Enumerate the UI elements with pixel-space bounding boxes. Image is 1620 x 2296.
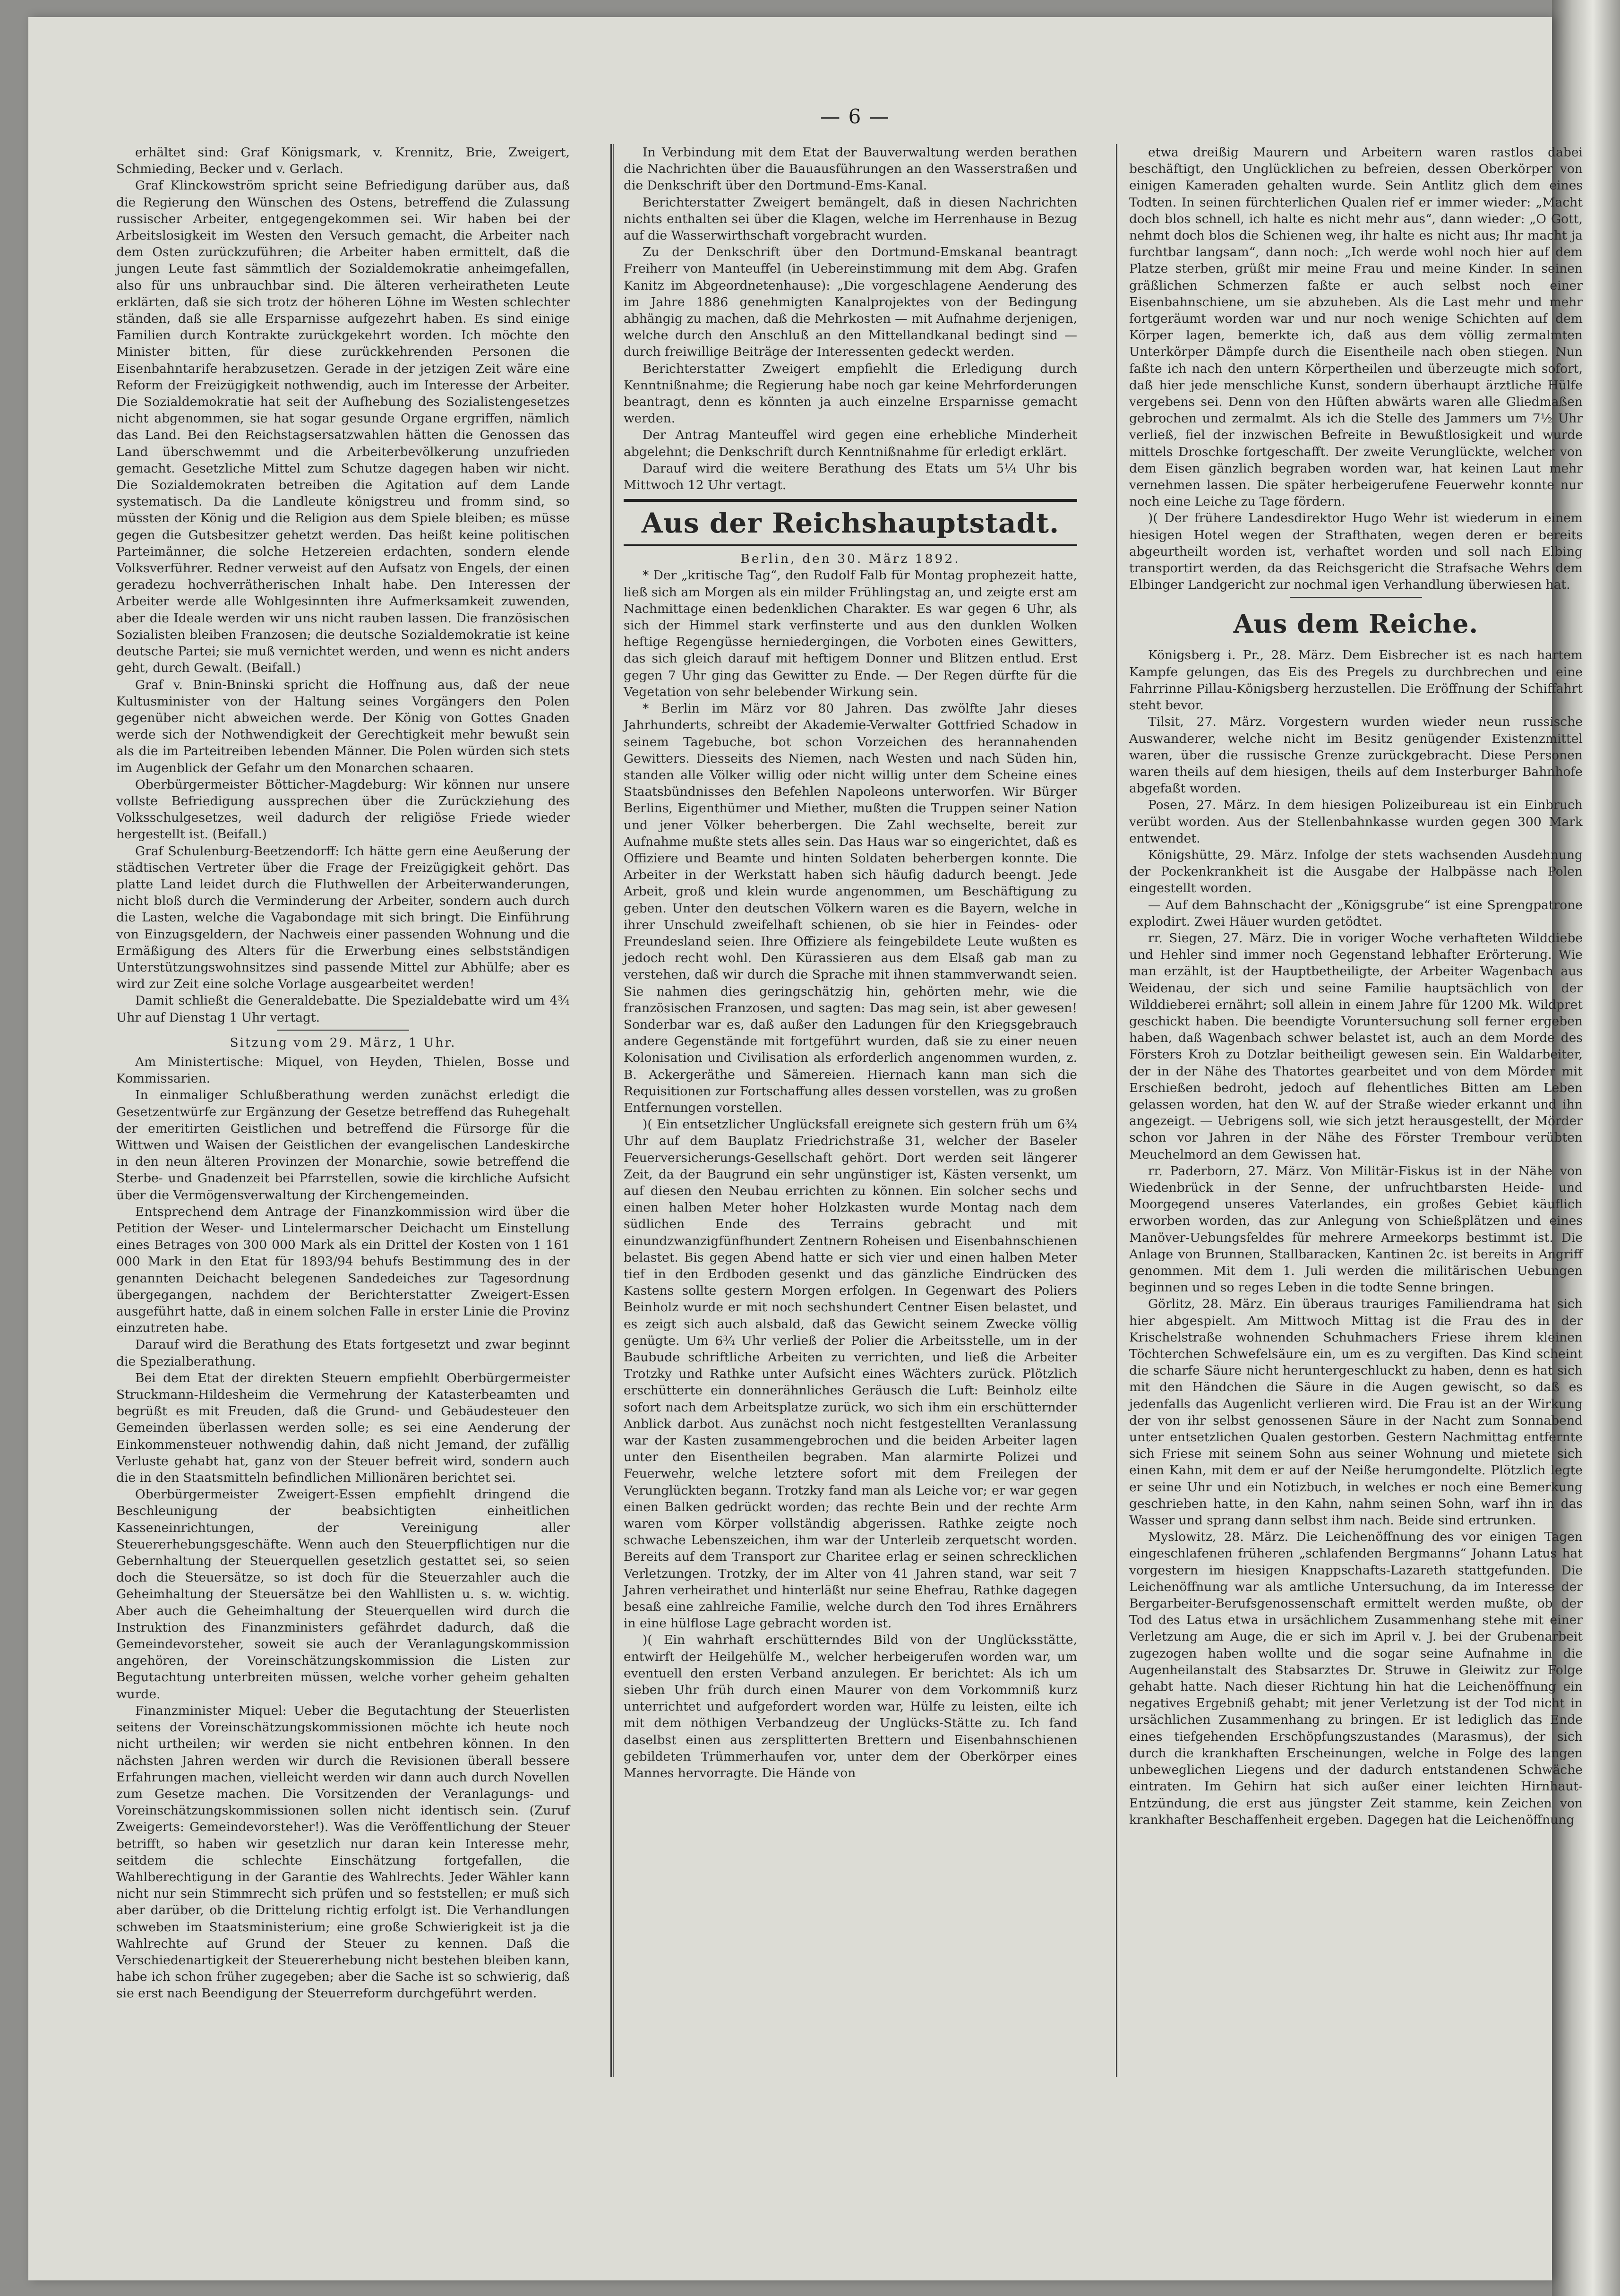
section-title-reiche: Aus dem Reiche. [1233, 609, 1479, 639]
paragraph: In Verbindung mit dem Etat der Bauverwaltung werden berathen die Nachrichten über die Bauausführungen an den Wasserstraßen und die Denkschrift über den Dortmund-Ems-Kanal. [624, 145, 1077, 193]
column-1 [116, 144, 570, 2002]
session-heading: Sitzung vom 29. März, 1 Uhr. [230, 1035, 456, 1050]
column-rule [610, 144, 612, 2077]
paragraph: Damit schließt die Generaldebatte. Die Spezialdebatte wird um 4¾ Uhr auf Dienstag 1 Uhr vertagt. [116, 993, 570, 1025]
paragraph: — Auf dem Bahnschacht der „Königsgrube“ ist eine Sprengpatrone explodirt. Zwei Häuer wurden getödtet. [1129, 897, 1583, 929]
paragraph: * Der „kritische Tag“, den Rudolf Falb für Montag prophezeit hatte, ließ sich am Morgen als ein milder Frühlingstag an, und zeigte erst am Nachmittage einen bedenklichen Charakter. Es war gegen 6 Uhr, als sich der Himmel stark verfinsterte und aus den dunklen Wolken heftige Regengüsse herniedergingen, die Vorboten eines Gewitters, das sich gleich darauf mit heftigem Donner und Blitzen entlud. Erst gegen 7 Uhr ging das Gewitter zu Ende. — Der Regen dürfte für die Vegetation von sehr belebender Wirkung sein. [624, 568, 1077, 699]
paragraph: Graf v. Bnin-Bninski spricht die Hoffnung aus, daß der neue Kultusminister von der Haltung seines Vorgängers den Polen gegenüber nicht abweichen werde. Der König von Gottes Gnaden werde sich der Nothwendigkeit der Gerechtigkeit mehr bewußt sein als die im Parteitreiben lebenden Männer. Die Polen würden sich stets im Augenblick der Gefahr um den Monarchen schaaren. [116, 677, 570, 775]
separator [277, 1030, 409, 1031]
separator [1290, 597, 1422, 598]
paragraph: Tilsit, 27. März. Vorgestern wurden wieder neun russische Auswanderer, welche nicht im Besitz genügender Existenzmittel waren, über die russische Grenze zurückgebracht. Diese Personen waren theils auf dem hiesigen, theils auf dem Insterburger Bahnhofe abgefaßt worden. [1129, 714, 1583, 796]
paragraph: Zu der Denkschrift über den Dortmund-Emskanal beantragt Freiherr von Manteuffel (in Uebereinstimmung mit dem Abg. Grafen Kanitz im Abgeordnetenhause): „Die vorgeschlagene Aenderung des im Jahre 1886 genehmigten Kanalprojektes von der Bedingung abhängig zu machen, daß die Mehrkosten — mit Aufnahme derjenigen, welche durch den Anschluß an den Mittellandkanal bedingt sind — durch freiwillige Beiträge der Interessenten gedeckt werden. [624, 245, 1077, 360]
dateline: Berlin, den 30. März 1892. [740, 551, 960, 567]
paragraph: Berichterstatter Zweigert bemängelt, daß in diesen Nachrichten nichts enthalten sei über die Klagen, welche im Herrenhause in Bezug auf die Wasserwirthschaft vorgebracht wurden. [624, 195, 1077, 243]
paragraph: rr. Siegen, 27. März. Die in voriger Woche verhafteten Wilddiebe und Hehler sind immer noch Gegenstand lebhafter Erörterung. Wie man erzählt, ist der Hauptbetheiligte, der Arbeiter Wagenbach aus Weidenau, der sich und seine Familie hauptsächlich von der Wilddieberei ernährt; soll allein in einem Jahre für 1200 Mk. Wildpret geschickt haben. Die beendigte Voruntersuchung soll ferner ergeben haben, daß Wagenbach schwer belastet ist, auch an dem Morde des Försters Kroh zu Dotzlar beitheiligt gewesen sein. Ein Waldarbeiter, der in der Nähe des Thatortes gearbeitet und von dem Mörder mit Erschießen bedroht, jedoch auf flehentliches Bitten am Leben gelassen worden, hat den W. auf der Straße wieder erkannt und ihn angezeigt. — Uebrigens soll, wie sich jetzt herausgestellt, der Mörder schon vor Jahren in der Nähe des Förster Trembour verübten Meuchelmord an dem Gewissen hat. [1129, 930, 1583, 1162]
paragraph: Finanzminister Miquel: Ueber die Begutachtung der Steuerlisten seitens der Voreinschätzungskommissionen möchte ich heute noch nicht urtheilen; wir werden sie nicht entbehren können. In den nächsten Jahren werden wir durch die Revisionen überall bessere Erfahrungen machen, vielleicht werden wir dann auch durch Novellen zum Gesetze machen. Die Vorsitzenden der Veranlagungs- und Voreinschätzungskommissionen sollen nicht identisch sein. (Zuruf Zweigerts: Gemeindevorsteher!). Was die Veröffentlichung der Steuer betrifft, so haben wir gesetzlich nur daran kein Interesse mehr, seitdem die schlechte Einschätzung fortgefallen, die Wahlberechtigung in der Garantie des Wahlrechts. Jeder Wähler kann nicht nur sein Stimmrecht sich prüfen und so feststellen; er muß sich aber darüber, ob die Drittelung richtig erfolgt ist. Die Verhandlungen schweben im Staatsministerium; eine große Schwierigkeit ist ja die Wahlrechte auf Grund der Steuer zu kennen. Daß die Verschiedenartigkeit der Steuererhebung nicht bestehen bleiben kann, habe ich schon früher zugegeben; aber die Sache ist so schwierig, daß sie erst nach Beendigung der Steuerreform durchgeführt werden. [116, 1703, 570, 2001]
paragraph: Graf Klinckowström spricht seine Befriedigung darüber aus, daß die Regierung den Wünschen des Ostens, betreffend die Zulassung russischer Arbeiter, entgegengekommen sei. Wir haben bei der Arbeitslosigkeit im Westen den Versuch gemacht, die Arbeiter nach dem Osten zurückzuführen; die Arbeiter haben ermittelt, daß die jungen Leute fast sämmtlich der Sozialdemokratie anheimgefallen, also für uns unbrauchbar sind. Die älteren verheiratheten Leute erklärten, daß sie sich trotz der höheren Löhne im Westen schlechter ständen, daß sie alle Ersparnisse aufgezehrt haben. Es sind einige Familien durch Kontrakte zurückgekehrt worden. Ich möchte den Minister bitten, für diese zurückkehrenden Personen die Eisenbahntarife herabzusetzen. Gerade in der jetzigen Zeit wäre eine Reform der Freizügigkeit nothwendig, auch im Interesse der Arbeiter. Die Sozialdemokratie hat seit der Aufhebung des Sozialistengesetzes nicht abgenommen, sie hat sogar gesunde Organe ergriffen, nämlich das Land. Bei den Reichstagsersatzwahlen hätten die Genossen das Land überschwemmt und die Arbeiterbevölkerung unzufrieden gemacht. Gesetzliche Mittel zum Schutze dagegen haben wir nicht. Die Sozialdemokraten betreiben die Agitation auf dem Lande systematisch. Da die Landleute königstreu und fromm sind, so müssten der König und die Religion aus dem Spiele bleiben; es müsse gegen die Gutsbesitzer gehetzt werden. Das heißt keine politischen Parteimänner, die solche Hetzereien erdachten, sondern elende Volksverführer. Redner verweist auf den Aufsatz von Engels, der einen geradezu hochverrätherischen Inhalt habe. Den Interessen der Arbeiter werde alle Wohlgesinnten ihre Aufmerksamkeit zuwenden, aber die Ideale werden wir uns nicht rauben lassen. Die französischen Sozialisten bleiben Franzosen; die deutsche Sozialdemokratie ist keine deutsche Partei; sie muß vernichtet werden, und wenn es nicht anders geht, durch Gewalt. (Beifall.) [116, 178, 570, 676]
paragraph: In einmaliger Schlußberathung werden zunächst erledigt die Gesetzentwürfe zur Ergänzung der Gesetze betreffend das Ruhegehalt der emeritirten Geistlichen und betreffend die Fürsorge für die Wittwen und Waisen der Geistlichen der evangelischen Landeskirche in den neun älteren Provinzen der Monarchie, sowie betreffend die Sterbe- und Gnadenzeit bei Pfarrstellen, sowie die kirchliche Aufsicht über die Vermögensverwaltung der Kirchengemeinden. [116, 1088, 570, 1203]
paragraph: Posen, 27. März. In dem hiesigen Polizeibureau ist ein Einbruch verübt worden. Aus der Stellenbahnkasse wurden gegen 300 Mark entwendet. [1129, 798, 1583, 846]
column-3 [1129, 144, 1583, 1828]
paragraph: Der Antrag Manteuffel wird gegen eine erhebliche Minderheit abgelehnt; die Denkschrift durch Kenntnißnahme für erledigt erklärt. [624, 428, 1077, 459]
paragraph: Myslowitz, 28. März. Die Leichenöffnung des vor einigen Tagen eingeschlafenen früheren „schlafenden Bergmanns“ Johann Latus hat vorgestern im hiesigen Knappschafts-Lazareth stattgefunden. Die Leichenöffnung war als amtliche Untersuchung, da im Interesse der Bergarbeiter-Berufsgenossenschaft ermittelt werden mußte, ob der Tod des Latus etwa in ursächlichem Zusammenhang stehe mit einer Verletzung am Auge, die er sich im April v. J. bei der Grubenarbeit zugezogen haben wollte und die sogar seine Aufnahme in die Augenheilanstalt des Stabsarztes Dr. Struwe in Gleiwitz zur Folge gehabt hatte. Nach dieser Richtung hin hat die Leichenöffnung ein negatives Ergebniß gehabt; mit jener Verletzung ist der Tod nicht in ursächlichen Zusammenhang zu bringen. Er ist lediglich das Ende eines tiefgehenden Erschöpfungszustandes (Marasmus), der sich durch die krankhaften Erscheinungen, welche in Folge des langen unbeweglichen Liegens und der dadurch entstandenen Schwäche eintraten. Im Gehirn hat sich außer einer leichten Hirnhaut-Entzündung, die erst aus jüngster Zeit stamme, kein Zeichen von krankhafter Beschaffenheit ergeben. Dagegen hat die Leichenöffnung [1129, 1530, 1583, 1827]
paragraph: Bei dem Etat der direkten Steuern empfiehlt Oberbürgermeister Struckmann-Hildesheim die Vermehrung der Katasterbeamten und begrüßt es mit Freuden, daß die Grund- und Gebäudesteuer den Gemeinden überlassen werden solle; es sei eine Aenderung der Einkommensteuer nothwendig dahin, daß nicht Jemand, der zufällig Verluste gehabt hat, ganz von der Steuer befreit wird, sondern auch die in den Staatsmitteln befindlichen Millionären berichtet sei. [116, 1370, 570, 1486]
paragraph: etwa dreißig Maurern und Arbeitern waren rastlos dabei beschäftigt, den Unglücklichen zu befreien, dessen Oberkörper von einigen Kameraden gehalten wurde. Sein Antlitz glich dem eines Todten. In seinen fürchterlichen Qualen rief er immer wieder: „Macht doch blos schnell, ich halte es nicht mehr aus“, dann wieder: „O Gott, nehmt doch blos die Schienen weg, ihr halte es nicht aus; Ihr macht ja furchtbar langsam“, dann noch: „Ich werde wohl noch hier auf dem Platze sterben, grüßt mir meine Frau und meine Kinder. In seinen gräßlichen Schmerzen faßte er auch selbst noch einer Eisenbahnschiene, um sie abzuheben. Als die Last mehr und mehr fortgeräumt worden war und nur noch wenige Schichten auf dem Körper lagen, bemerkte ich, daß aus dem völlig zermalmten Unterkörper Dämpfe durch die Eisentheile nach oben stiegen. Nun faßte ich nach den untern Körpertheilen und überzeugte mich sofort, daß hier jede menschliche Kunst, sondern überhaupt ärztliche Hülfe vergebens sei. Denn von den Hüften abwärts waren alle Gliedmaßen gebrochen und zermalmt. Als ich die Stelle des Jammers um 7½ Uhr verließ, fiel der inzwischen Befreite in Bewußtlosigkeit und wurde mittels Droschke fortgeschafft. Der zweite Verunglückte, welcher von dem Eisen gänzlich begraben worden war, hat keinen Laut mehr vernehmen lassen. Die später herbeigerufene Feuerwehr konnte nur noch eine Leiche zu Tage fördern. [1129, 145, 1583, 509]
column-2 [624, 144, 1077, 1781]
section-title-reichshauptstadt: Aus der Reichshauptstadt. [624, 499, 1077, 546]
paragraph: erhältet sind: Graf Königsmark, v. Krennitz, Brie, Zweigert, Schmieding, Becker und v. Gerlach. [116, 145, 570, 177]
column-rule [1116, 144, 1117, 2077]
paragraph: Am Ministertische: Miquel, von Heyden, Thielen, Bosse und Kommissarien. [116, 1054, 570, 1086]
paragraph: )( Ein entsetzlicher Unglücksfall ereignete sich gestern früh um 6¾ Uhr auf dem Bauplatz Friedrichstraße 31, welcher der Baseler Feuerversicherungs-Gesellschaft gehört. Dort werden seit längerer Zeit, da der Baugrund ein sehr ungünstiger ist, Kästen versenkt, um auf diesen den Neubau errichten zu können. Ein solcher sechs und einen halben Meter hoher Holzkasten wurde Montag nach dem südlichen Ende des Terrains gebracht und mit einundzwanzigfünfhundert Zentnern Roheisen und Eisenbahnschienen belastet. Bis gegen Abend hatte er sich vier und einen halben Meter tief in den Erdboden gesenkt und das gänzliche Eindrücken des Kastens sollte gestern Morgen erfolgen. In Gegenwart des Poliers Beinholz wurde er mit noch sechshundert Centner Eisen belastet, und es zeigt sich auch alsbald, daß das Gewicht seinem Zwecke völlig genügte. Um 6¾ Uhr verließ der Polier die Arbeitsstelle, um in der Baubude schriftliche Arbeiten zu verrichten, und ließ die Arbeiter Trotzky und Rathke unter Aufsicht eines Wächters zurück. Plötzlich erschütterte ein donnerähnliches Geräusch die Luft: Beinholz eilte sofort nach dem Arbeitsplatze zurück, wo sich ihm ein erschütternder Anblick darbot. Aus zunächst noch nicht festgestellten Veranlassung war der Kasten zusammengebrochen und die beiden Arbeiter lagen unter den Eisentheilen begraben. Man alarmirte Polizei und Feuerwehr, welche letztere sofort mit dem Freilegen der Verunglückten begann. Trotzky fand man als Leiche vor; er war gegen einen Balken gedrückt worden; das rechte Bein und der rechte Arm waren vom Körper vollständig abgerissen. Rathke zeigte noch schwache Lebenszeichen, ihm war der Unterleib zerquetscht worden. Bereits auf dem Transport zur Charitee erlag er seinen schrecklichen Verletzungen. Trotzky, der im Alter von 41 Jahren stand, war seit 7 Jahren verheirathet und hinterläßt nur seine Ehefrau, Rathke dagegen besaß eine zahlreiche Familie, welche durch den Tod ihres Ernährers in eine hülflose Lage gebracht worden ist. [624, 1117, 1077, 1631]
paragraph: Königshütte, 29. März. Infolge der stets wachsenden Ausdehnung der Pockenkrankheit ist die Ausgabe der Halbpässe nach Polen eingestellt worden. [1129, 847, 1583, 896]
paragraph: Darauf wird die weitere Berathung des Etats um 5¼ Uhr bis Mittwoch 12 Uhr vertagt. [624, 461, 1077, 493]
paragraph: Görlitz, 28. März. Ein überaus trauriges Familiendrama hat sich hier abgespielt. Am Mittwoch Mittag ist die Frau des in der Krischelstraße wohnenden Schuhmachers Friese ihrem kleinen Töchterchen Schwefelsäure ein, um es zu vergiften. Das Kind scheint die scharfe Säure nicht heruntergeschluckt zu haben, denn es hat sich mit den Händchen die Säure in die Augen gewischt, so daß es jedenfalls das Augenlicht verlieren wird. Die Frau ist an der Wirkung der von ihr selbst genossenen Säure in der Nacht zum Sonnabend unter entsetzlichen Qualen gestorben. Gestern Nachmittag entfernte sich Friese mit seinem Sohn aus seiner Wohnung und mietete sich einen Kahn, mit dem er auf der Neiße herumgondelte. Plötzlich legte er seine Uhr und ein Notizbuch, in welches er noch eine Bemerkung geschrieben hatte, in den Kahn, nahm seinen Sohn, warf ihn in das Wasser und sprang dann selbst ihm nach. Beide sind ertrunken. [1129, 1297, 1583, 1528]
paragraph: Oberbürgermeister Zweigert-Essen empfiehlt dringend die Beschleunigung der beabsichtigten einheitlichen Kasseneinrichtungen, der Vereinigung aller Steuererhebungsgeschäfte. Wenn auch den Steuerpflichtigen nur die Gebernhaltung der Steuerquellen gesetzlich gestattet sei, so seien doch die Steuersätze, so ist doch für die Steuerzahler auch die Geheimhaltung der Steuersätze bei den Wahllisten u. s. w. wichtig. Aber auch die Geheimhaltung der Steuerquellen wird durch die Instruktion des Finanzministers gefährdet dadurch, daß die Gemeindevorsteher, soweit sie auch der Veranlagungskommission angehören, der Voreinschätzungskommission die Listen zur Begutachtung unterbreiten müssen, welche vorher geheim gehalten wurde. [116, 1487, 570, 1702]
paragraph: rr. Paderborn, 27. März. Von Militär-Fiskus ist in der Nähe von Wiedenbrück in der Senne, der unfruchtbarsten Heide- und Moorgegend unseres Vaterlandes, ein großes Gebiet käuflich erworben worden, das zur Anlegung von Schießplätzen und eines Manöver-Uebungsfeldes für mehrere Armeekorps bestimmt ist. Die Anlage von Brunnen, Stallbaracken, Kantinen 2c. ist bereits in Angriff genommen. Mit dem 1. Juli werden die militärischen Uebungen beginnen und so reges Leben in die todte Senne bringen. [1129, 1163, 1583, 1295]
page-number: — 6 — [820, 105, 890, 128]
paragraph: Berichterstatter Zweigert empfiehlt die Erledigung durch Kenntnißnahme; die Regierung habe noch gar keine Mehrforderungen beantragt, denn es könnten ja auch einzelne Ersparnisse gemacht werden. [624, 361, 1077, 426]
paragraph: Oberbürgermeister Bötticher-Magdeburg: Wir können nur unsere vollste Befriedigung aussprechen über die Zurückziehung des Volksschulgesetzes, weil dadurch der religiöse Friede wieder hergestellt ist. (Beifall.) [116, 777, 570, 842]
paragraph: Darauf wird die Berathung des Etats fortgesetzt und zwar beginnt die Spezialberathung. [116, 1337, 570, 1369]
paragraph: * Berlin im März vor 80 Jahren. Das zwölfte Jahr dieses Jahrhunderts, schreibt der Akademie-Verwalter Gottfried Schadow in seinem Tagebuche, bot schon Vorzeichen des herannahenden Gewitters. Diesseits des Niemen, nach Westen und nach Süden hin, standen alle Völker willig oder nicht willig unter dem Scheine eines Staatsbündnisses den Befehlen Napoleons unterworfen. Wir Bürger Berlins, Eigenthümer und Miether, mußten die Truppen seiner Nation und jener Völker beherbergen. Die Zahl wechselte, bereit zur Aufnahme mußte stets alles sein. Das Haus war so eingerichtet, daß es Offiziere und Beamte und hinten Soldaten beherbergen konnte. Die Arbeiter in der Werkstatt haben sich häufig dadurch beengt. Jede Arbeit, groß und klein wurde angenommen, um Beschäftigung zu geben. Unter den deutschen Völkern waren es die Bayern, welche in ihrer Unschuld zweifelhaft schienen, ob sie hier in Feindes- oder Freundesland seien. Ihre Offiziere als feingebildete Leute wußten es jedoch recht wohl. Den Kürassieren aus dem Elsaß gab man zu verstehen, daß wir durch die Sprache mit ihnen stammverwandt seien. Sie nahmen dies geringschätzig hin, gehörten mehr, wie die französischen Franzosen, und sagten: Das mag sein, ist aber gewesen! Sonderbar war es, daß außer den Ladungen für den Kriegsgebrauch andere Gegenstände mit fortgeführt wurden, daß sie zu einer neuen Kolonisation und Civilisation als erforderlich angenommen wurden, z. B. Ackergeräthe und Sämereien. Hiernach kann man sich die Requisitionen zur Fortschaffung alles dessen vorstellen, was zu großen Entfernungen vorstellen. [624, 701, 1077, 1115]
paragraph: Entsprechend dem Antrage der Finanzkommission wird über die Petition der Weser- und Lintelermarscher Deichacht um Einstellung eines Betrages von 300 000 Mark als ein Drittel der Kosten von 1 161 000 Mark in den Etat für 1893/94 behufs Bestimmung des in der genannten Deichacht belegenen Sandedeiches zur Tagesordnung übergegangen, nachdem der Berichterstatter Zweigert-Essen ausgeführt hatte, daß in einem solchen Falle in erster Linie die Provinz einzutreten habe. [116, 1204, 570, 1336]
paragraph: Graf Schulenburg-Beetzendorff: Ich hätte gern eine Aeußerung der städtischen Vertreter über die Frage der Freizügigkeit gehört. Das platte Land leidet durch die Fluthwellen der Arbeiterwanderungen, nicht bloß durch die Verminderung der Arbeiter, sondern auch durch die Lasten, welche die Vagabondage mit sich bringt. Die Einführung von Einzugsgeldern, der Nachweis einer passenden Wohnung und die Ermäßigung des Alters für die Erwerbung eines selbstständigen Unterstützungswohnsitzes sind passende Mittel zur Abhülfe; aber es wird zur Zeit eine solche Vorlage ausgearbeitet werden! [116, 843, 570, 992]
paragraph: )( Ein wahrhaft erschütterndes Bild von der Unglücksstätte, entwirft der Heilgehülfe M., welcher herbeigerufen worden war, um eventuell den ersten Verband anzulegen. Er berichtet: Als ich um sieben Uhr früh durch einen Maurer von dem Vorkommniß kurz unterrichtet und aufgefordert worden war, Hülfe zu leisten, eilte ich mit dem nöthigen Verbandzeug der Unglücks-Stätte zu. Ich fand daselbst einen aus zersplitterten Brettern und Eisenbahnschienen gebildeten Trümmerhaufen vor, unter dem der Oberkörper eines Mannes hervorragte. Die Hände von [624, 1633, 1077, 1781]
paragraph: Königsberg i. Pr., 28. März. Dem Eisbrecher ist es nach hartem Kampfe gelungen, das Eis des Pregels zu durchbrechen und eine Fahrrinne Pillau-Königsberg herzustellen. Die Eröffnung der Schiffahrt steht bevor. [1129, 648, 1583, 713]
paragraph: )( Der frühere Landesdirektor Hugo Wehr ist wiederum in einem hiesigen Hotel wegen der Strafthaten, wegen deren er bereits abgeurtheilt worden ist, verhaftet worden und soll nach Elbing transportirt werden, da das Reichsgericht die Strafsache Wehrs dem Elbinger Landgericht zur nochmal igen Verhandlung überwiesen hat. [1129, 511, 1583, 593]
